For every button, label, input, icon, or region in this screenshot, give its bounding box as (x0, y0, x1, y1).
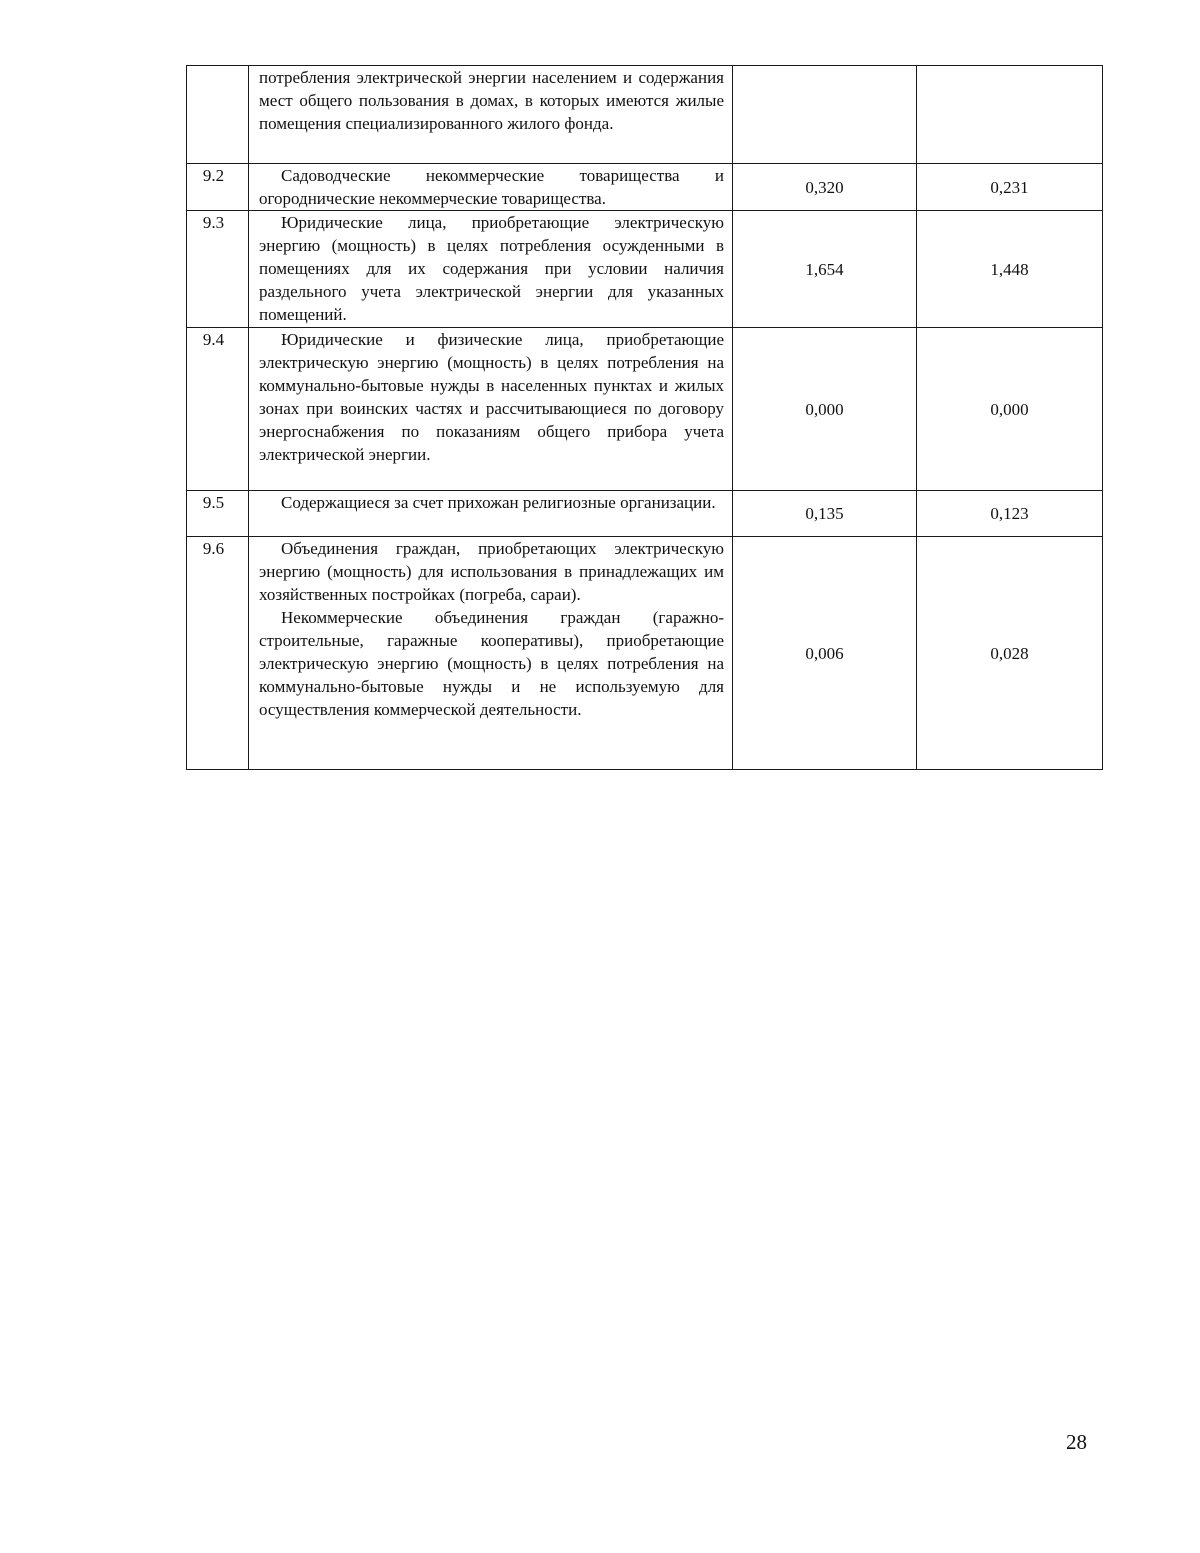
row-description-paragraph: Объединения граждан, приобретающих электрическую энергию (мощность) для использования в принадлежащих им хозяйственных постройках (погреба, сараи). (259, 539, 724, 604)
row-number: 9.3 (202, 213, 225, 232)
row-description-cell (249, 66, 733, 164)
table-row (187, 328, 1103, 491)
row-value-second (917, 66, 1103, 164)
row-value-first: 0,006 (733, 537, 917, 770)
row-number-cell (187, 491, 249, 537)
row-number: 9.6 (202, 539, 225, 558)
row-description-paragraph: Некоммерческие объединения граждан (гаражно-строительные, гаражные кооперативы), приобретающие электрическую энергию (мощность) в целях потребления на коммунально-бытовые нужды и не используемую для осуществления коммерческой деятельности. (259, 608, 724, 719)
row-number-cell (187, 66, 249, 164)
tariff-table (186, 65, 1103, 770)
table-row (187, 66, 1103, 164)
row-description-cell (249, 211, 733, 328)
row-description-cell (249, 328, 733, 491)
row-description-cell (249, 164, 733, 211)
row-description-paragraph: Юридические и физические лица, приобретающие электрическую энергию (мощность) в целях потребления на коммунально-бытовые нужды в населенных пунктах и жилых зонах при воинских частях и рассчитывающиеся по договору энергоснабжения по показаниям общего прибора учета электрической энергии. (259, 330, 724, 464)
row-description-paragraph: потребления электрической энергии населением и содержания мест общего пользования в домах, в которых имеются жилые помещения специализированного жилого фонда. (259, 68, 724, 133)
row-number: 9.2 (202, 166, 225, 185)
table-row (187, 537, 1103, 770)
row-number-cell (187, 328, 249, 491)
row-value-first: 0,135 (733, 491, 917, 537)
row-description-paragraph: Юридические лица, приобретающие электрическую энергию (мощность) в целях потребления осужденными в помещениях для их содержания при условии наличия раздельного учета электрической энергии для указанных помещений. (259, 213, 724, 324)
row-number: 9.5 (202, 493, 225, 512)
row-description-paragraph: Садоводческие некоммерческие товарищества и огороднические некоммерческие товарищества. (259, 166, 724, 208)
row-description-cell (249, 537, 733, 770)
row-number-cell (187, 537, 249, 770)
row-value-second: 0,000 (917, 328, 1103, 491)
table-row (187, 164, 1103, 211)
row-value-second: 0,231 (917, 164, 1103, 211)
row-value-first: 0,000 (733, 328, 917, 491)
page-number: 28 (1066, 1430, 1087, 1454)
row-number-cell (187, 211, 249, 328)
row-value-first: 0,320 (733, 164, 917, 211)
row-value-second: 0,123 (917, 491, 1103, 537)
table-row (187, 491, 1103, 537)
table-body (187, 66, 1103, 770)
row-number: 9.4 (202, 330, 225, 349)
row-value-second: 0,028 (917, 537, 1103, 770)
row-description-cell (249, 491, 733, 537)
row-value-first (733, 66, 917, 164)
row-value-second: 1,448 (917, 211, 1103, 328)
row-number-cell (187, 164, 249, 211)
row-value-first: 1,654 (733, 211, 917, 328)
row-description-paragraph: Содержащиеся за счет прихожан религиозные организации. (281, 493, 716, 512)
table-row (187, 211, 1103, 328)
